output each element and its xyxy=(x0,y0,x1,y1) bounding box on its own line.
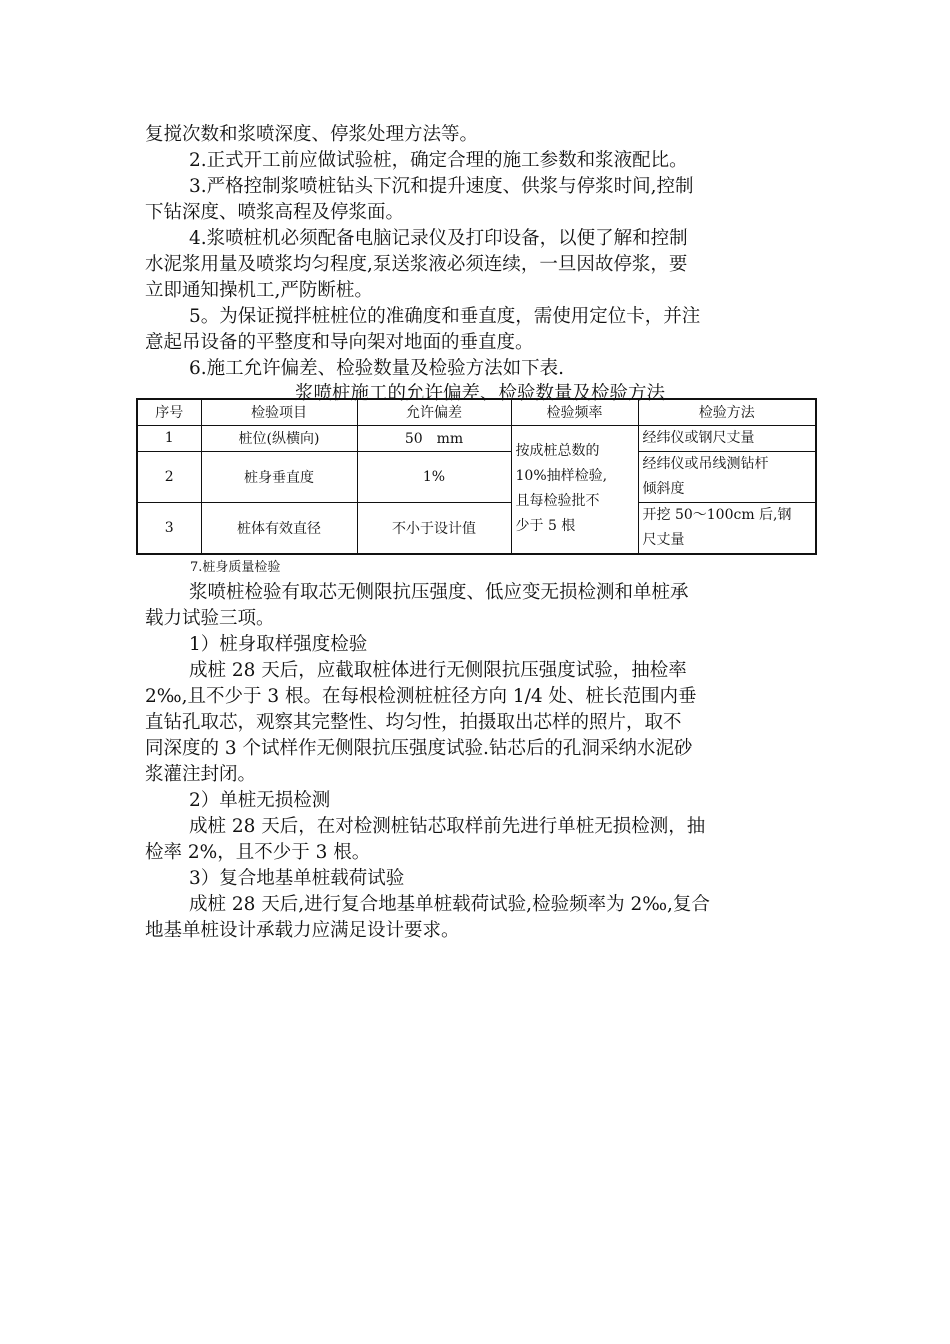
intro-text xyxy=(145,122,815,406)
method-line: 倾斜度 xyxy=(642,480,685,497)
paragraph-line: 浆灌注封闭。 xyxy=(145,764,257,785)
frequency-line: 少于 5 根 xyxy=(515,518,576,534)
paragraph-line: 成桩 28 天后,进行复合地基单桩载荷试验,检验频率为 2‰,复合 xyxy=(189,894,710,915)
frequency-line: 10%抽样检验, xyxy=(515,468,608,484)
body-text xyxy=(145,580,815,944)
method-cell xyxy=(638,451,816,502)
frequency-line: 按成桩总数的 xyxy=(515,443,600,459)
table-header-row xyxy=(137,399,816,425)
section-heading: 7.桩身质量检验 xyxy=(190,560,281,575)
paragraph-line: 成桩 28 天后，应截取桩体进行无侧限抗压强度试验，抽检率 xyxy=(189,660,687,681)
table-cell: 2 xyxy=(137,451,201,502)
paragraph-line: 直钻孔取芯，观察其完整性、均匀性，拍摄取出芯样的照片，取不 xyxy=(145,712,682,733)
paragraph-line: 4.浆喷桩机必须配备电脑记录仪及打印设备，以便了解和控制 xyxy=(189,228,688,249)
table-cell: 经纬仪或钢尺丈量 xyxy=(638,425,816,451)
paragraph-line: 水泥浆用量及喷浆均匀程度,泵送浆液必须连续，一旦因故停浆，要 xyxy=(145,254,688,275)
paragraph-line: 成桩 28 天后，在对检测桩钻芯取样前先进行单桩无损检测，抽 xyxy=(189,816,706,837)
table-cell: 1% xyxy=(357,451,511,502)
paragraph-line: 3.严格控制浆喷桩钻头下沉和提升速度、供浆与停浆时间,控制 xyxy=(189,176,694,197)
table-cell: 不小于设计值 xyxy=(357,502,511,554)
paragraph-line: 同深度的 3 个试样作无侧限抗压强度试验.钻芯后的孔洞采纳水泥砂 xyxy=(145,738,693,759)
table-cell: 3 xyxy=(137,502,201,554)
subheading: 1）桩身取样强度检验 xyxy=(189,634,368,655)
paragraph-line: 检率 2%，且不少于 3 根。 xyxy=(145,842,371,863)
method-line: 开挖 50～100cm 后,钢 xyxy=(642,506,792,523)
tolerance-table xyxy=(136,398,817,555)
table-row xyxy=(137,425,816,451)
paragraph-line: 地基单桩设计承载力应满足设计要求。 xyxy=(145,920,460,941)
header-cell: 序号 xyxy=(137,399,201,425)
header-cell: 允许偏差 xyxy=(357,399,511,425)
table-cell: 50 mm xyxy=(357,425,511,451)
paragraph-line: 立即通知操机工,严防断桩。 xyxy=(145,280,373,301)
header-cell: 检验频率 xyxy=(511,399,638,425)
paragraph-line: 意起吊设备的平整度和导向架对地面的垂直度。 xyxy=(145,332,534,353)
table-cell: 1 xyxy=(137,425,201,451)
paragraph-line: 载力试验三项。 xyxy=(145,608,275,629)
table-cell: 桩体有效直径 xyxy=(201,502,357,554)
subheading: 3）复合地基单桩载荷试验 xyxy=(189,868,405,889)
paragraph-line: 下钻深度、喷浆高程及停浆面。 xyxy=(145,202,405,223)
header-cell: 检验项目 xyxy=(201,399,357,425)
method-line: 尺丈量 xyxy=(642,531,685,548)
table-row xyxy=(137,451,816,502)
paragraph-line: 5。为保证搅拌桩桩位的准确度和垂直度，需使用定位卡，并注 xyxy=(189,306,701,327)
paragraph-line: 6.施工允许偏差、检验数量及检验方法如下表. xyxy=(189,358,565,379)
paragraph-line: 复搅次数和浆喷深度、停浆处理方法等。 xyxy=(145,124,479,145)
table-cell: 桩身垂直度 xyxy=(201,451,357,502)
header-cell: 检验方法 xyxy=(638,399,816,425)
frequency-line: 且每检验批不 xyxy=(515,493,600,509)
subheading: 2）单桩无损检测 xyxy=(189,790,331,811)
paragraph-line: 2.正式开工前应做试验桩，确定合理的施工参数和浆液配比。 xyxy=(189,150,688,171)
paragraph-line: 2‰,且不少于 3 根。在每根检测桩桩径方向 1/4 处、桩长范围内垂 xyxy=(145,686,697,707)
method-line: 经纬仪或吊线测钻杆 xyxy=(642,455,769,472)
method-cell xyxy=(638,502,816,554)
table-row xyxy=(137,502,816,554)
table-cell: 桩位(纵横向) xyxy=(201,425,357,451)
paragraph-line: 浆喷桩检验有取芯无侧限抗压强度、低应变无损检测和单桩承 xyxy=(189,582,689,603)
table-title: 浆喷桩施工的允许偏差、检验数量及检验方法 xyxy=(294,383,665,404)
frequency-cell xyxy=(511,425,638,554)
